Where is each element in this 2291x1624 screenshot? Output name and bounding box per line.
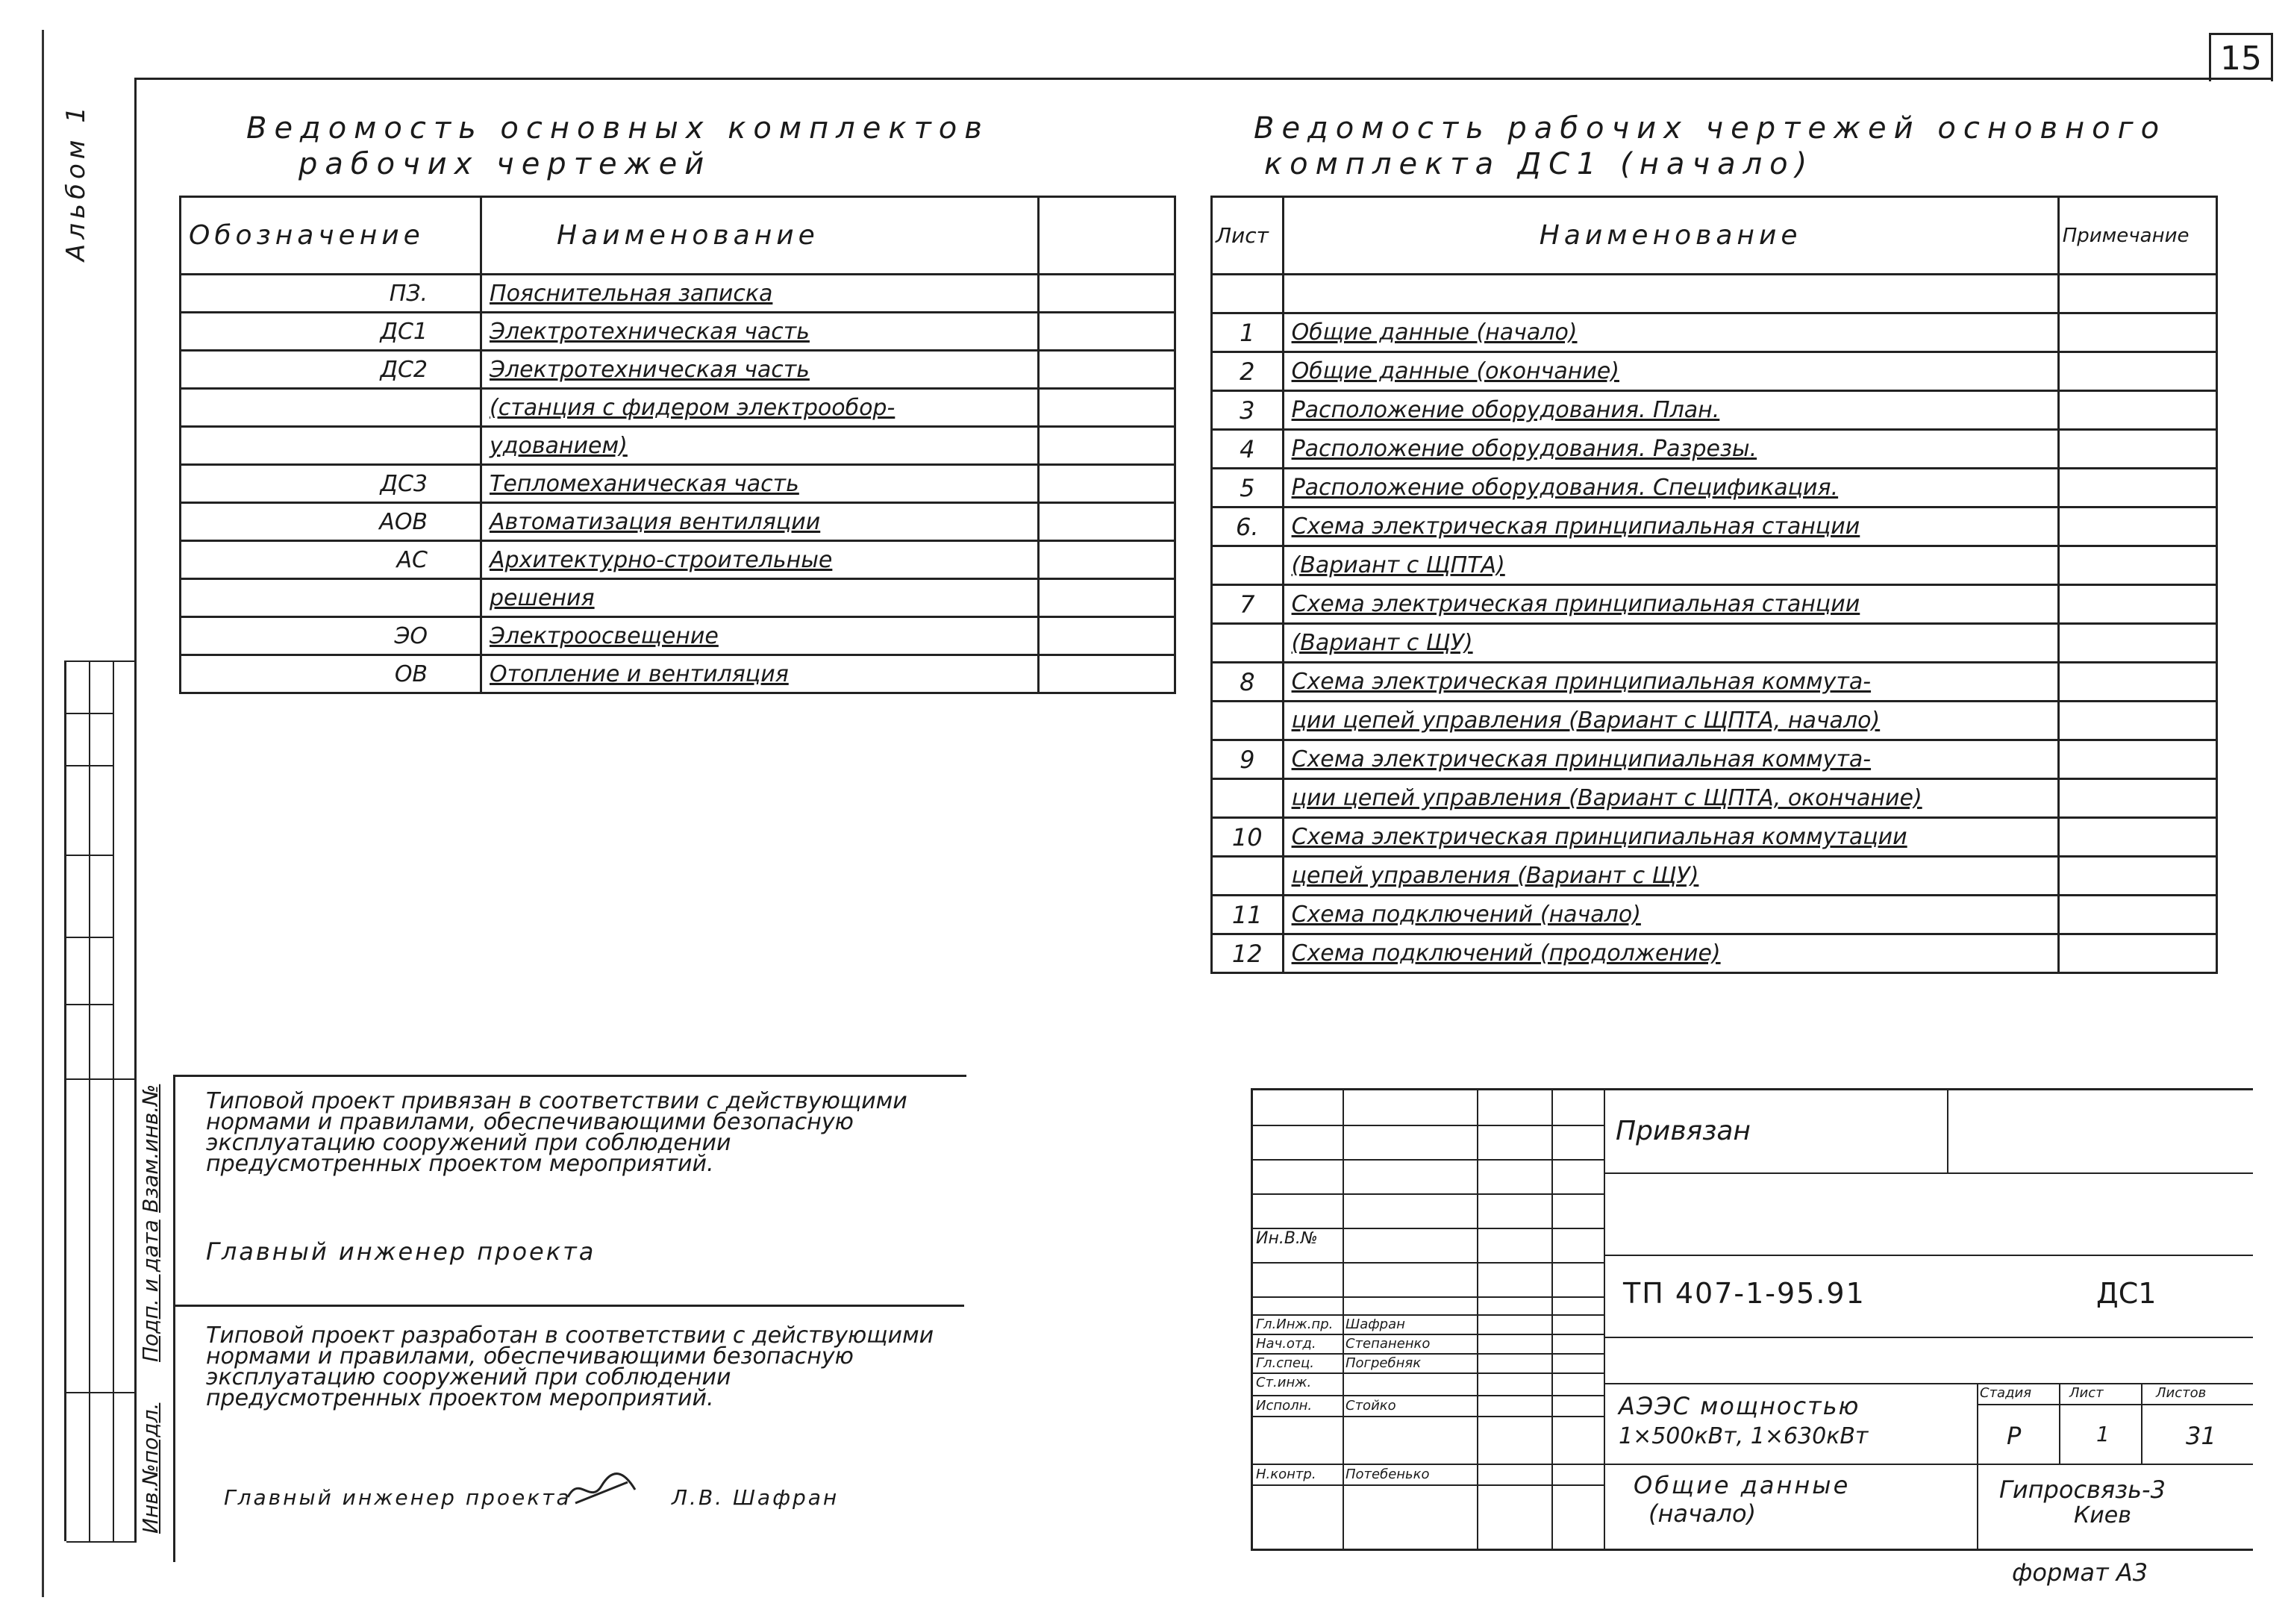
right-row-name: [1283, 779, 2058, 818]
right-row-note: [2058, 896, 2216, 934]
right-row-name: [1283, 313, 2058, 352]
right-row-name: [1283, 546, 2058, 585]
outer-left-border: [42, 30, 44, 1597]
right-row-name-text: Расположение оборудования. Разрезы.: [1291, 436, 1757, 462]
right-row-name-text: Схема электрическая принципиальная станции: [1291, 591, 1860, 617]
right-row-sheet: [1212, 702, 1284, 740]
left-row-name: [481, 351, 1039, 389]
left-table-row: [181, 275, 1175, 313]
left-row-name: [481, 313, 1039, 351]
right-row-name: [1283, 702, 2058, 740]
right-table-row: [1212, 779, 2217, 818]
right-row-sheet: [1212, 275, 1284, 313]
right-row-sheet: 11: [1212, 896, 1284, 934]
right-table-row: [1212, 546, 2217, 585]
left-row-note: [1038, 465, 1175, 503]
left-row-name-text: Тепломеханическая часть: [490, 470, 799, 497]
left-row-note: [1038, 617, 1175, 655]
left-row-name-text: Электроосвещение: [490, 622, 719, 649]
right-row-name: [1283, 624, 2058, 663]
left-row-note: [1038, 579, 1175, 617]
right-table-row: [1212, 624, 2217, 663]
left-row-note: [1038, 541, 1175, 579]
right-table-row: [1212, 896, 2217, 934]
stamp-inv: Ин.В.№: [1256, 1229, 1318, 1248]
stamp-stage-label: Стадия: [1980, 1385, 2032, 1401]
right-row-name: [1283, 585, 2058, 624]
right-table-row: [1212, 857, 2217, 896]
left-sheet-table: [179, 196, 1176, 694]
right-row-note: [2058, 740, 2216, 779]
right-table-row: [1212, 585, 2217, 624]
right-row-sheet: [1212, 624, 1284, 663]
right-row-sheet: [1212, 546, 1284, 585]
right-row-name-text: Общие данные (окончание): [1291, 358, 1619, 384]
page-number: 15: [2209, 33, 2273, 81]
right-header-name: Наименование: [1283, 197, 2058, 275]
right-row-note: [2058, 352, 2216, 391]
left-table-row: [181, 427, 1175, 465]
stamp-role-2: Нач.отд.: [1256, 1336, 1316, 1352]
left-row-code: ОВ: [181, 655, 481, 693]
right-table-row: [1212, 663, 2217, 702]
left-row-name-text: удованием): [490, 432, 628, 459]
right-table-row: [1212, 275, 2217, 313]
left-table-row: [181, 389, 1175, 427]
right-row-sheet: 6.: [1212, 508, 1284, 546]
right-row-note: [2058, 430, 2216, 469]
left-row-code: [181, 389, 481, 427]
right-row-name: [1283, 934, 2058, 973]
side-label-inv-orig: Инв.№подл.: [138, 1402, 163, 1534]
right-row-name-text: Схема подключений (начало): [1291, 902, 1641, 928]
left-row-name: [481, 389, 1039, 427]
right-row-name: [1283, 469, 2058, 508]
side-label-sign-date: Подп. и дата: [138, 1219, 163, 1362]
stamp-object-line2: 1×500кВт, 1×630кВт: [1619, 1423, 1869, 1449]
left-row-note: [1038, 427, 1175, 465]
right-table-row: [1212, 313, 2217, 352]
left-row-name-text: Отопление и вентиляция: [490, 660, 789, 687]
right-row-name-text: Расположение оборудования. Спецификация.: [1291, 475, 1839, 501]
stamp-name-5: Стойко: [1345, 1398, 1396, 1414]
stamp-sheets: 31: [2186, 1422, 2216, 1450]
note-top-sign: Главный инженер проекта: [206, 1237, 596, 1266]
left-row-name-text: решения: [490, 584, 595, 611]
left-row-code: ДС3: [181, 465, 481, 503]
left-row-name: [481, 655, 1039, 693]
left-row-name: [481, 617, 1039, 655]
right-row-sheet: [1212, 857, 1284, 896]
right-row-name-text: ции цепей управления (Вариант с ЩПТА, начало): [1291, 708, 1881, 734]
left-table-row: [181, 579, 1175, 617]
note-bottom-sign: Главный инженер проекта: [224, 1485, 572, 1510]
right-row-sheet: 7: [1212, 585, 1284, 624]
right-row-name-text: Схема электрическая принципиальная коммута-: [1291, 669, 1872, 695]
left-row-code: [181, 427, 481, 465]
left-row-code: [181, 579, 481, 617]
right-row-note: [2058, 934, 2216, 973]
left-row-name: [481, 465, 1039, 503]
right-row-name-text: Общие данные (начало): [1291, 319, 1578, 346]
right-sheet-table: [1210, 196, 2218, 974]
right-row-name: [1283, 857, 2058, 896]
title-block: [1251, 1088, 2253, 1551]
right-row-name-text: Расположение оборудования. План.: [1291, 397, 1720, 423]
right-table-row: [1212, 818, 2217, 857]
left-row-note: [1038, 351, 1175, 389]
left-sheet-title-line2: рабочих чертежей: [299, 147, 712, 181]
left-row-code: ПЗ.: [181, 275, 481, 313]
right-row-sheet: [1212, 779, 1284, 818]
right-row-name: [1283, 391, 2058, 430]
notes-divider: [173, 1305, 964, 1307]
left-row-name-text: Автоматизация вентиляции: [490, 508, 821, 535]
left-row-code: АОВ: [181, 503, 481, 541]
left-table-row: [181, 541, 1175, 579]
right-row-sheet: 10: [1212, 818, 1284, 857]
right-row-sheet: 9: [1212, 740, 1284, 779]
left-sheet-title-line1: Ведомость основных комплектов: [246, 111, 990, 146]
left-header-note: [1038, 197, 1175, 275]
stamp-role-3: Гл.спец.: [1256, 1355, 1314, 1371]
right-table-row: [1212, 508, 2217, 546]
right-row-name: [1283, 818, 2058, 857]
right-row-name-text: (Вариант с ЩПТА): [1291, 552, 1505, 578]
left-row-name: [481, 579, 1039, 617]
right-row-sheet: 5: [1212, 469, 1284, 508]
left-row-code: ДС2: [181, 351, 481, 389]
left-table-row: [181, 617, 1175, 655]
left-table-row: [181, 655, 1175, 693]
left-table-row: [181, 503, 1175, 541]
stamp-role-5: Исполн.: [1256, 1398, 1313, 1414]
left-row-code: ЭО: [181, 617, 481, 655]
right-row-note: [2058, 857, 2216, 896]
right-row-note: [2058, 469, 2216, 508]
note-bottom-signer: Л.В. Шафран: [672, 1485, 840, 1510]
right-row-sheet: 8: [1212, 663, 1284, 702]
right-table-row: [1212, 934, 2217, 973]
right-row-name: [1283, 430, 2058, 469]
side-label-replace-inv: Взам.инв.№: [138, 1084, 163, 1213]
note-top-text: Типовой проект привязан в соответствии с действующими нормами и правилами, обеспечивающими безопасную эксплуатацию сооружений при соблюдении предусмотренных проектом мероприятий.: [206, 1088, 907, 1177]
right-table-row: [1212, 740, 2217, 779]
side-strip: [64, 660, 163, 1541]
right-row-note: [2058, 546, 2216, 585]
left-row-name: [481, 541, 1039, 579]
right-row-name-text: цепей управления (Вариант с ЩУ): [1291, 863, 1699, 889]
stamp-object-line1: АЭЭС мощностью: [1619, 1392, 1860, 1420]
right-row-note: [2058, 818, 2216, 857]
left-row-note: [1038, 503, 1175, 541]
right-row-name: [1283, 896, 2058, 934]
stamp-role-4: Ст.инж.: [1256, 1375, 1312, 1390]
format-label: формат А3: [2012, 1558, 2148, 1587]
right-row-name-text: (Вариант с ЩУ): [1291, 630, 1473, 656]
left-header-code: Обозначение: [181, 197, 481, 275]
stamp-doc-code: ТП 407-1-95.91: [1623, 1277, 1866, 1310]
left-row-note: [1038, 275, 1175, 313]
right-row-name: [1283, 508, 2058, 546]
right-row-note: [2058, 702, 2216, 740]
right-sheet-title-line2: комплекта ДС1 (начало): [1264, 147, 1815, 181]
right-row-note: [2058, 663, 2216, 702]
right-row-note: [2058, 585, 2216, 624]
right-row-note: [2058, 313, 2216, 352]
right-row-name-text: Схема подключений (продолжение): [1291, 940, 1721, 966]
stamp-org-line2: Киев: [2074, 1502, 2131, 1528]
stamp-sheet-title-line1: Общие данные: [1634, 1471, 1851, 1499]
right-table-row: [1212, 702, 2217, 740]
left-table-row: [181, 313, 1175, 351]
stamp-name-7: Потебенько: [1345, 1467, 1430, 1482]
left-row-name: [481, 427, 1039, 465]
right-table-row: [1212, 391, 2217, 430]
right-row-note: [2058, 391, 2216, 430]
note-bottom-text: Типовой проект разработан в соответствии с действующими нормами и правилами, обеспечивающими безопасную эксплуатацию сооружений при соблюдении предусмотренных проектом мероприятий.: [206, 1322, 934, 1411]
right-row-name-text: Схема электрическая принципиальная станции: [1291, 513, 1860, 540]
left-row-code: АС: [181, 541, 481, 579]
stamp-sheets-label: Листов: [2156, 1385, 2207, 1401]
right-row-sheet: 12: [1212, 934, 1284, 973]
right-table-row: [1212, 469, 2217, 508]
left-row-name: [481, 275, 1039, 313]
right-row-sheet: 1: [1212, 313, 1284, 352]
stamp-org-line1: Гипросвязь-3: [1999, 1475, 2166, 1504]
right-row-name-text: ции цепей управления (Вариант с ЩПТА, окончание): [1291, 785, 1922, 811]
stamp-sheet-title-line2: (начало): [1648, 1499, 1757, 1528]
album-label: Альбом 1: [61, 102, 91, 261]
stamp-name-1: Шафран: [1345, 1317, 1405, 1332]
right-row-name: [1283, 663, 2058, 702]
left-row-name: [481, 503, 1039, 541]
right-row-sheet: 3: [1212, 391, 1284, 430]
right-table-row: [1212, 352, 2217, 391]
right-table-row: [1212, 430, 2217, 469]
right-row-sheet: 2: [1212, 352, 1284, 391]
right-sheet-title-line1: Ведомость рабочих чертежей основного: [1254, 111, 2167, 146]
right-row-name: [1283, 275, 2058, 313]
stamp-name-2: Степаненко: [1345, 1336, 1431, 1352]
stamp-role-7: Н.контр.: [1256, 1467, 1316, 1482]
right-row-sheet: 4: [1212, 430, 1284, 469]
right-row-name: [1283, 352, 2058, 391]
right-row-note: [2058, 508, 2216, 546]
right-header-sheet: Лист: [1212, 197, 1284, 275]
left-row-name-text: Электротехническая часть: [490, 318, 810, 345]
left-row-name-text: Электротехническая часть: [490, 356, 810, 383]
left-row-note: [1038, 389, 1175, 427]
right-row-note: [2058, 275, 2216, 313]
left-row-note: [1038, 313, 1175, 351]
right-row-name: [1283, 740, 2058, 779]
left-table-row: [181, 465, 1175, 503]
right-header-note: Примечание: [2058, 197, 2216, 275]
left-row-code: ДС1: [181, 313, 481, 351]
left-row-name-text: (станция с фидером электрообор-: [490, 394, 896, 421]
right-row-name-text: Схема электрическая принципиальная коммутации: [1291, 824, 1907, 850]
left-table-row: [181, 351, 1175, 389]
left-header-name: Наименование: [481, 197, 1039, 275]
stamp-role-1: Гл.Инж.пр.: [1256, 1317, 1334, 1332]
left-row-name-text: Пояснительная записка: [490, 280, 773, 307]
stamp-sheet-label: Лист: [2069, 1385, 2104, 1401]
left-row-note: [1038, 655, 1175, 693]
stamp-bound: Привязан: [1616, 1116, 1751, 1146]
stamp-stage: Р: [2007, 1422, 2022, 1450]
stamp-set-code: ДС1: [2096, 1277, 2157, 1310]
right-row-note: [2058, 624, 2216, 663]
left-row-name-text: Архитектурно-строительные: [490, 546, 833, 573]
right-row-name-text: Схема электрическая принципиальная коммута-: [1291, 746, 1872, 772]
right-row-note: [2058, 779, 2216, 818]
stamp-sheet: 1: [2096, 1422, 2110, 1446]
signature-mark: [564, 1467, 639, 1515]
stamp-name-3: Погребняк: [1345, 1355, 1422, 1371]
